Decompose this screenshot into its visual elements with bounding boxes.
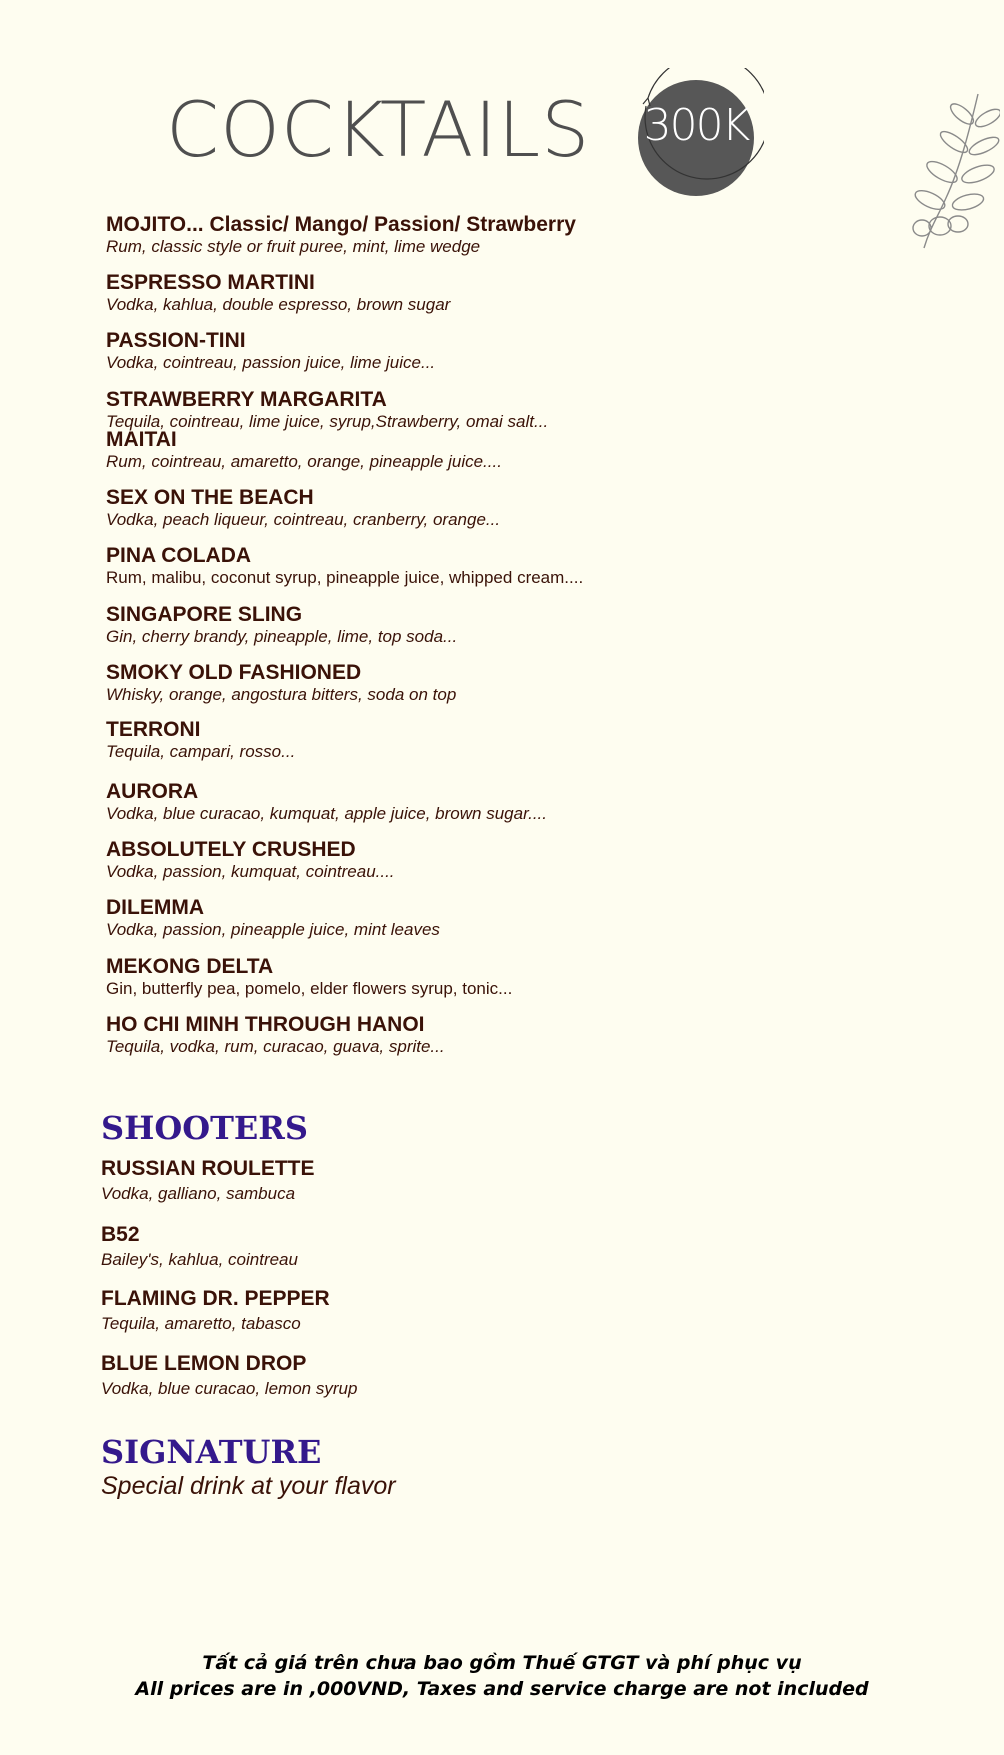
- list-item: [106, 388, 548, 432]
- item-name: PASSION-TINI: [106, 329, 246, 352]
- item-description: Vodka, galliano, sambuca: [101, 1184, 296, 1203]
- item-description: Gin, cherry brandy, pineapple, lime, top soda...: [106, 627, 458, 646]
- item-description: Vodka, blue curacao, kumquat, apple juice, brown sugar....: [106, 804, 547, 823]
- list-item: [101, 1287, 330, 1334]
- list-item: [106, 544, 583, 588]
- item-description: Tequila, campari, rosso...: [106, 742, 296, 761]
- item-name: SMOKY OLD FASHIONED: [106, 661, 362, 684]
- item-name: STRAWBERRY MARGARITA: [106, 388, 387, 411]
- price-label: 300K: [643, 100, 749, 151]
- item-name: PINA COLADA: [106, 544, 252, 567]
- item-description: Tequila, vodka, rum, curacao, guava, sprite...: [106, 1037, 445, 1056]
- item-description: Rum, malibu, coconut syrup, pineapple juice, whipped cream....: [106, 568, 584, 587]
- list-item: [106, 955, 512, 999]
- item-name: B52: [101, 1223, 140, 1246]
- item-description: Vodka, passion, kumquat, cointreau....: [106, 862, 395, 881]
- item-name: ABSOLUTELY CRUSHED: [106, 838, 356, 861]
- section-title-signature: SIGNATURE: [101, 1433, 322, 1471]
- item-description: Tequila, cointreau, lime juice, syrup,Strawberry, omai salt...: [106, 412, 549, 431]
- section-title-shooters: SHOOTERS: [101, 1109, 308, 1147]
- item-name: TERRONI: [106, 718, 201, 741]
- list-item: [106, 486, 500, 530]
- list-item: [106, 718, 295, 762]
- list-item: [106, 428, 502, 472]
- olive-branch-icon: [900, 88, 1000, 258]
- item-description: Bailey's, kahlua, cointreau: [101, 1250, 298, 1269]
- list-item: [106, 838, 395, 882]
- signature-subtitle: Special drink at your flavor: [101, 1472, 396, 1500]
- footer-note-en: All prices are in ,000VND, Taxes and service charge are not included: [135, 1678, 869, 1700]
- price-badge: [628, 68, 764, 204]
- item-name: AURORA: [106, 780, 199, 803]
- item-description: Rum, cointreau, amaretto, orange, pineapple juice....: [106, 452, 502, 471]
- footer-note-vi: Tất cả giá trên chưa bao gồm Thuế GTGT và phí phục vụ: [202, 1652, 802, 1674]
- item-name: ESPRESSO MARTINI: [106, 271, 315, 294]
- item-name: HO CHI MINH THROUGH HANOI: [106, 1013, 425, 1036]
- item-description: Vodka, passion, pineapple juice, mint leaves: [106, 920, 440, 939]
- list-item: [106, 603, 457, 647]
- list-item: [101, 1352, 357, 1399]
- list-item: [101, 1223, 298, 1270]
- item-name: RUSSIAN ROULETTE: [101, 1157, 315, 1180]
- item-name: FLAMING DR. PEPPER: [101, 1287, 330, 1310]
- list-item: [106, 661, 456, 705]
- item-name: MEKONG DELTA: [106, 955, 274, 978]
- item-name: BLUE LEMON DROP: [101, 1352, 307, 1375]
- item-description: Gin, butterfly pea, pomelo, elder flowers syrup, tonic...: [106, 979, 513, 998]
- list-item: [106, 213, 576, 257]
- item-description: Rum, classic style or fruit puree, mint, lime wedge: [106, 237, 481, 256]
- item-description: Whisky, orange, angostura bitters, soda on top: [106, 685, 457, 704]
- item-description: Tequila, amaretto, tabasco: [101, 1314, 301, 1333]
- item-name: SINGAPORE SLING: [106, 603, 303, 626]
- item-name: MAITAI: [106, 428, 177, 451]
- item-name: SEX ON THE BEACH: [106, 486, 314, 509]
- list-item: [106, 780, 547, 824]
- list-item: [106, 329, 435, 373]
- item-description: Vodka, cointreau, passion juice, lime juice...: [106, 353, 436, 372]
- item-name: DILEMMA: [106, 896, 204, 919]
- list-item: [106, 271, 450, 315]
- item-description: Vodka, peach liqueur, cointreau, cranberry, orange...: [106, 510, 501, 529]
- item-name: MOJITO... Classic/ Mango/ Passion/ Strawberry: [106, 213, 576, 236]
- list-item: [101, 1157, 315, 1204]
- item-description: Vodka, blue curacao, lemon syrup: [101, 1379, 358, 1398]
- list-item: [106, 1013, 445, 1057]
- menu-title: COCKTAILS: [166, 85, 591, 174]
- list-item: [106, 896, 440, 940]
- item-description: Vodka, kahlua, double espresso, brown sugar: [106, 295, 451, 314]
